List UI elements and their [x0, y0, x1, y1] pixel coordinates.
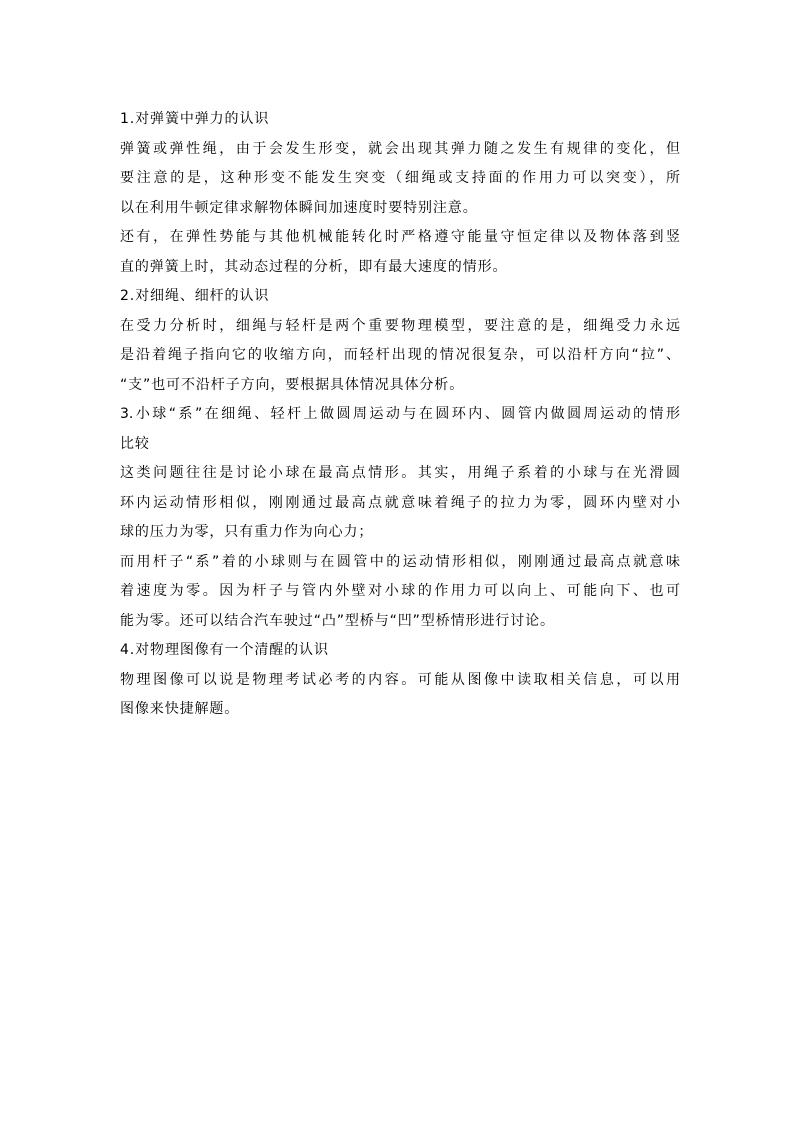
text-line: 是沿着绳子指向它的收缩方向，而轻杆出现的情况很复杂，可以沿杆方向“拉”、 — [120, 347, 680, 363]
text-line: 着速度为零。因为杆子与管内外壁对小球的作用力可以向上、可能向下、也可 — [120, 583, 680, 599]
section-1 — [120, 105, 680, 282]
section-heading: 2.对细绳、细杆的认识 — [120, 288, 270, 304]
text-line: 这类问题往往是讨论小球在最高点情形。其实，用绳子系着的小球与在光滑圆 — [120, 465, 680, 481]
text-line: 以在利用牛顿定律求解物体瞬间加速度时要特别注意。 — [120, 199, 478, 216]
text-line: 还有，在弹性势能与其他机械能转化时严格遵守能量守恒定律以及物体落到竖 — [120, 229, 680, 245]
text-line: 要注意的是，这种形变不能发生突变（细绳或支持面的作用力可以突变），所 — [120, 170, 680, 186]
section-3 — [120, 400, 680, 636]
paragraph — [120, 459, 680, 548]
section-2 — [120, 282, 680, 400]
text-line: “支”也可不沿杆子方向，要根据具体情况具体分析。 — [120, 376, 465, 393]
paragraph — [120, 135, 680, 224]
text-line: 而用杆子“系”着的小球则与在圆管中的运动情形相似，刚刚通过最高点就意味 — [120, 553, 680, 570]
text-line: 图像来快捷解题。 — [120, 701, 240, 717]
text-line: 直的弹簧上时，其动态过程的分析，即有最大速度的情形。 — [120, 258, 508, 275]
section-heading: 4.对物理图像有一个清醒的认识 — [120, 642, 329, 658]
section-heading: 3.小球“系”在细绳、轻杆上做圆周运动与在圆环内、圆管内做圆周运动的情形 — [120, 406, 680, 422]
paragraph — [120, 312, 680, 401]
paragraph — [120, 666, 680, 725]
section-4 — [120, 636, 680, 725]
text-line: 在受力分析时，细绳与轻杆是两个重要物理模型，要注意的是，细绳受力永远 — [120, 317, 680, 334]
text-line: 能为零。还可以结合汽车驶过“凸”型桥与“凹”型桥情形进行讨论。 — [120, 612, 555, 629]
text-line: 环内运动情形相似，刚刚通过最高点就意味着绳子的拉力为零，圆环内壁对小 — [120, 494, 680, 511]
text-line: 球的压力为零，只有重力作为向心力； — [120, 524, 374, 540]
paragraph — [120, 223, 680, 282]
text-line: 弹簧或弹性绳，由于会发生形变，就会出现其弹力随之发生有规律的变化，但 — [120, 140, 680, 157]
section-heading-continued: 比较 — [120, 435, 150, 452]
text-line: 物理图像可以说是物理考试必考的内容。可能从图像中读取相关信息，可以用 — [120, 671, 680, 688]
document-body — [120, 105, 680, 725]
paragraph — [120, 548, 680, 637]
section-heading: 1.对弹簧中弹力的认识 — [120, 111, 270, 127]
